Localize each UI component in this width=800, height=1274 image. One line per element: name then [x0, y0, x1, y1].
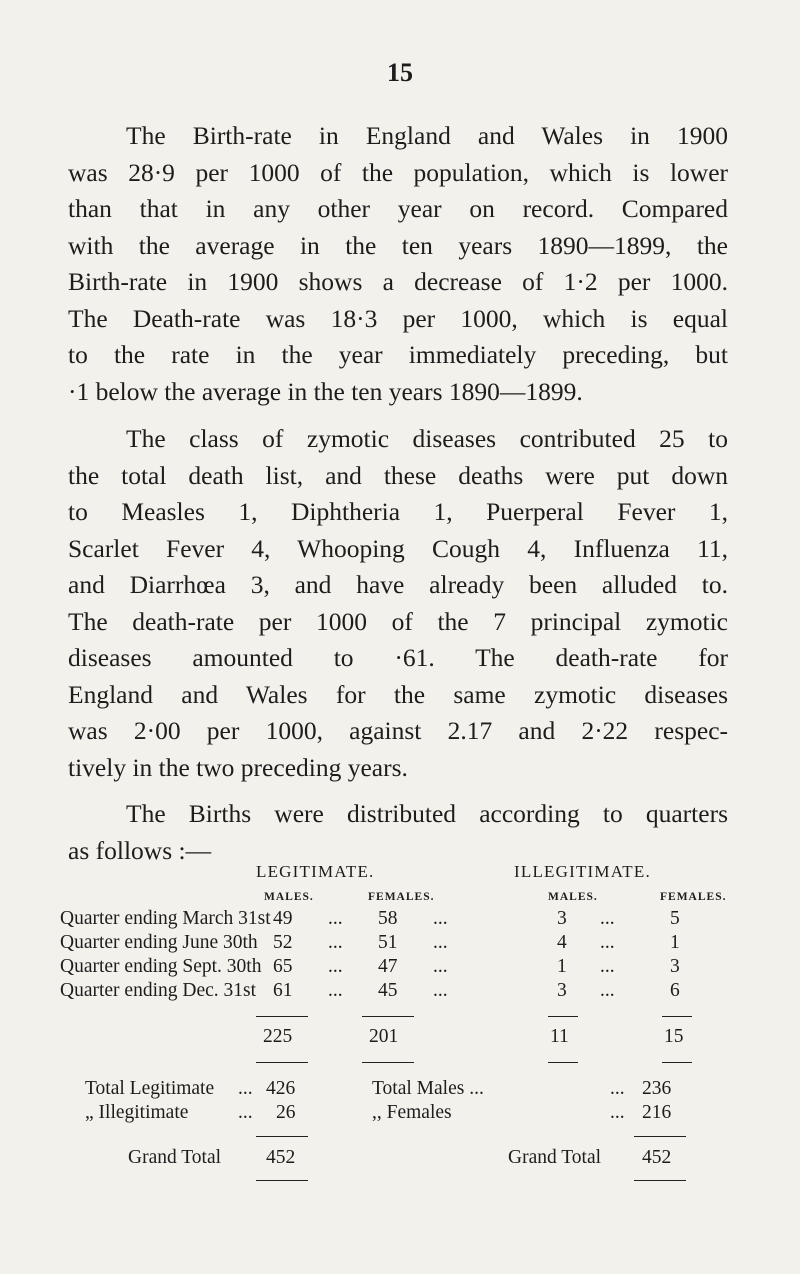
leader-dots: ...: [600, 980, 615, 1001]
text-line: than that in any other year on record. Compared: [68, 194, 728, 223]
summary-left-value: 426: [266, 1078, 296, 1099]
summary-left-label: „ Illegitimate: [85, 1102, 189, 1123]
cell: 1: [557, 956, 567, 977]
leader-dots: ...: [328, 908, 343, 929]
summary-right-value: 216: [642, 1102, 672, 1123]
text-line: Birth-rate in 1900 shows a decrease of 1·2 per 1000.: [68, 267, 728, 296]
total-rule: [548, 1016, 578, 1017]
text-line: The Births were distributed according to quarters: [126, 799, 728, 828]
cell: 3: [670, 956, 680, 977]
text-line: The class of zymotic diseases contributed 25 to: [126, 424, 728, 453]
cell: 45: [378, 980, 398, 1001]
header-illegit-males: MALES.: [548, 891, 598, 903]
summary-rule: [634, 1136, 686, 1137]
total-rule: [548, 1062, 578, 1063]
cell: 4: [557, 932, 567, 953]
total-rule: [662, 1062, 692, 1063]
cell: 65: [273, 956, 293, 977]
grand-total-right-value: 452: [642, 1147, 672, 1168]
total-rule: [362, 1062, 414, 1063]
summary-rule: [256, 1136, 308, 1137]
row-label: Quarter ending Dec. 31st: [60, 980, 257, 1001]
page-number: 15: [387, 58, 413, 87]
text-line: The Birth-rate in England and Wales in 1900: [126, 121, 728, 150]
text-line: the total death list, and these deaths were put down: [68, 460, 728, 490]
leader-dots: ...: [238, 1102, 253, 1123]
text-line: as follows :—: [68, 835, 212, 865]
leader-dots: ...: [328, 956, 343, 977]
paragraph-birth-rate: [68, 118, 728, 410]
text-line: to the rate in the year immediately preceding, but: [68, 340, 728, 369]
cell: 3: [557, 980, 567, 1001]
cell: 58: [378, 908, 398, 929]
cell: 61: [273, 980, 293, 1001]
grand-total-left-value: 452: [266, 1147, 296, 1168]
text-line: tively in the two preceding years.: [68, 752, 408, 782]
cell: 49: [273, 908, 293, 929]
cell: 5: [670, 908, 680, 929]
cell: 3: [557, 908, 567, 929]
header-legit-males: MALES.: [264, 891, 314, 903]
cell: 47: [378, 956, 398, 977]
leader-dots: ...: [433, 932, 448, 953]
text-line: The death-rate per 1000 of the 7 principal zymotic: [68, 606, 728, 636]
header-legitimate: LEGITIMATE.: [256, 862, 375, 881]
leader-dots: ...: [433, 980, 448, 1001]
text-line: and Diarrhœa 3, and have already been alluded to.: [68, 570, 728, 599]
leader-dots: ...: [610, 1078, 625, 1099]
text-line: was 2·00 per 1000, against 2.17 and 2·22 respec-: [68, 716, 728, 745]
leader-dots: ...: [238, 1078, 253, 1099]
paragraph-births-by-quarter: [68, 796, 728, 869]
summary-right-label: ,, Females: [372, 1102, 452, 1123]
header-illegit-females: FEMALES.: [660, 891, 727, 903]
text-line: The Death-rate was 18·3 per 1000, which is equal: [68, 303, 728, 333]
total-cell: 11: [550, 1026, 569, 1047]
text-line: ·1 below the average in the ten years 1890—1899.: [68, 376, 583, 406]
summary-rule: [256, 1180, 308, 1181]
header-legit-females: FEMALES.: [368, 891, 435, 903]
total-rule: [362, 1016, 414, 1017]
total-cell: 15: [664, 1026, 684, 1047]
summary-left-value: 26: [276, 1102, 296, 1123]
leader-dots: ...: [433, 908, 448, 929]
row-label: Quarter ending June 30th: [60, 932, 258, 953]
total-cell: 201: [369, 1026, 399, 1047]
text-line: was 28·9 per 1000 of the population, which is lower: [68, 157, 728, 187]
leader-dots: ...: [600, 932, 615, 953]
leader-dots: ...: [328, 980, 343, 1001]
leader-dots: ...: [600, 956, 615, 977]
cell: 51: [378, 932, 398, 953]
summary-right-label: Total Males ...: [372, 1078, 484, 1099]
text-line: diseases amounted to ·61. The death-rate for: [68, 643, 728, 672]
text-line: Scarlet Fever 4, Whooping Cough 4, Influenza 11,: [68, 533, 728, 563]
grand-total-right-label: Grand Total: [508, 1147, 602, 1168]
leader-dots: ...: [610, 1102, 625, 1123]
cell: 52: [273, 932, 293, 953]
summary-right-value: 236: [642, 1078, 672, 1099]
header-illegitimate: ILLEGITIMATE.: [514, 862, 651, 881]
text-line: to Measles 1, Diphtheria 1, Puerperal Fever 1,: [68, 497, 728, 526]
paragraph-zymotic-diseases: [68, 421, 728, 786]
total-rule: [256, 1062, 308, 1063]
text-line: with the average in the ten years 1890—1899, the: [68, 230, 728, 260]
row-label: Quarter ending Sept. 30th: [60, 956, 262, 977]
text-line: England and Wales for the same zymotic diseases: [68, 679, 728, 709]
total-rule: [256, 1016, 308, 1017]
grand-total-left-label: Grand Total: [128, 1147, 222, 1168]
leader-dots: ...: [328, 932, 343, 953]
leader-dots: ...: [600, 908, 615, 929]
total-cell: 225: [263, 1026, 293, 1047]
total-rule: [662, 1016, 692, 1017]
cell: 6: [670, 980, 680, 1001]
row-label: Quarter ending March 31st: [60, 908, 271, 929]
leader-dots: ...: [433, 956, 448, 977]
summary-rule: [634, 1180, 686, 1181]
summary-left-label: Total Legitimate: [85, 1078, 215, 1099]
cell: 1: [670, 932, 680, 953]
